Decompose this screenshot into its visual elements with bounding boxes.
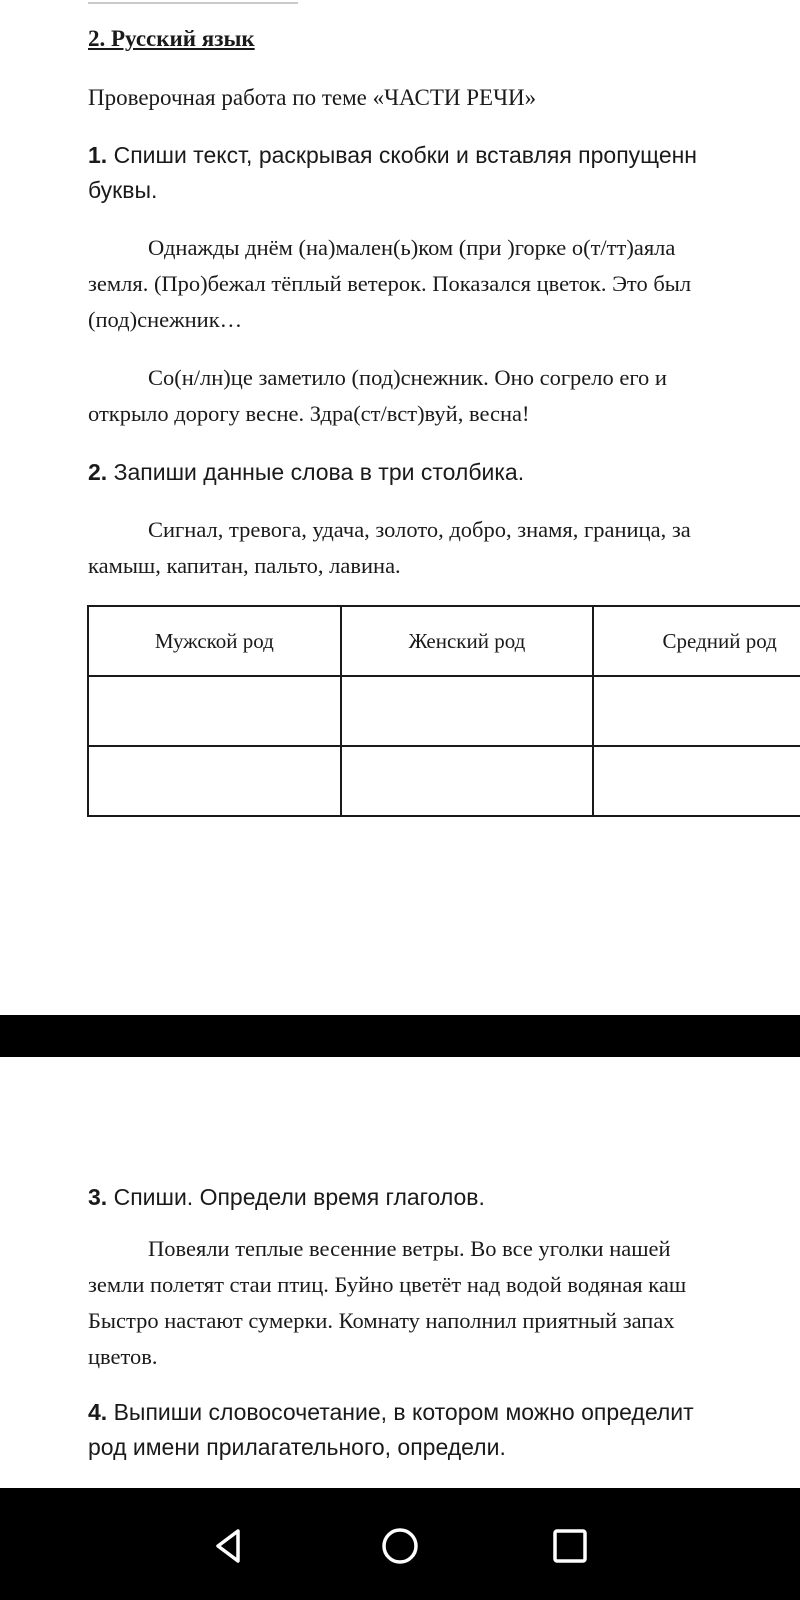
section-title: 2. Русский язык	[88, 26, 255, 51]
passage-2	[88, 360, 667, 432]
passage-3-line-3: Быстро настают сумерки. Комнату наполнил приятный запах	[88, 1308, 675, 1333]
table-header-row	[88, 606, 800, 676]
table-cell	[341, 746, 594, 816]
table-header-neuter: Средний род	[593, 606, 800, 676]
gender-table	[87, 605, 800, 817]
test-title: Проверочная работа по теме «ЧАСТИ РЕЧИ»	[88, 85, 537, 110]
back-button[interactable]	[200, 1518, 256, 1574]
task-1-heading	[88, 138, 697, 208]
table-row	[88, 746, 800, 816]
word-list-line-2: камыш, капитан, пальто, лавина.	[88, 553, 401, 578]
table-cell	[341, 676, 594, 746]
recents-button[interactable]	[542, 1518, 598, 1574]
task-3-heading	[88, 1180, 485, 1215]
task-3-text: Спиши. Определи время глаголов.	[107, 1184, 485, 1210]
task-1-text-line-2: буквы.	[88, 177, 158, 203]
table-cell	[88, 746, 341, 816]
passage-3	[88, 1231, 686, 1375]
circle-home-icon	[380, 1526, 420, 1566]
passage-1	[88, 230, 691, 338]
passage-1-line-3: (под)снежник…	[88, 307, 243, 332]
task-2-text: Запиши данные слова в три столбика.	[107, 459, 525, 485]
system-navigation-bar	[0, 1488, 800, 1600]
document-page-2	[0, 1057, 800, 1488]
table-cell	[593, 746, 800, 816]
task-4-text-line-2: род имени прилагательного, определи.	[88, 1434, 506, 1460]
task-4-text-line-1: Выпиши словосочетание, в котором можно определит	[107, 1399, 694, 1425]
passage-1-line-1: Однажды днём (на)мален(ь)ком (при )горке о(т/тт)аяла	[148, 235, 676, 260]
home-button[interactable]	[372, 1518, 428, 1574]
triangle-back-icon	[208, 1526, 248, 1566]
passage-3-line-4: цветов.	[88, 1344, 158, 1369]
word-list	[88, 512, 691, 584]
task-4-heading	[88, 1395, 694, 1465]
table-header-feminine: Женский род	[341, 606, 594, 676]
task-2-number: 2.	[88, 459, 108, 485]
table-cell	[88, 676, 341, 746]
task-4-number: 4.	[88, 1399, 108, 1425]
task-3-number: 3.	[88, 1184, 108, 1210]
table-header-masculine: Мужской род	[88, 606, 341, 676]
passage-1-line-2: земля. (Про)бежал тёплый ветерок. Показался цветок. Это был	[88, 271, 692, 296]
table-row	[88, 676, 800, 746]
passage-3-line-2: земли полетят стаи птиц. Буйно цветёт над водой водяная каш	[88, 1272, 687, 1297]
page-separator	[0, 1015, 800, 1057]
task-2-heading	[88, 455, 524, 490]
passage-3-line-1: Повеяли теплые весенние ветры. Во все уголки нашей	[148, 1236, 671, 1261]
square-recents-icon	[550, 1526, 590, 1566]
task-1-text-line-1: Спиши текст, раскрывая скобки и вставляя пропущенн	[107, 142, 698, 168]
task-1-number: 1.	[88, 142, 108, 168]
table-cell	[593, 676, 800, 746]
word-list-line-1: Сигнал, тревога, удача, золото, добро, знамя, граница, за	[148, 517, 691, 542]
passage-2-line-1: Со(н/лн)це заметило (под)снежник. Оно согрело его и	[148, 365, 667, 390]
passage-2-line-2: открыло дорогу весне. Здра(ст/вст)вуй, весна!	[88, 401, 530, 426]
